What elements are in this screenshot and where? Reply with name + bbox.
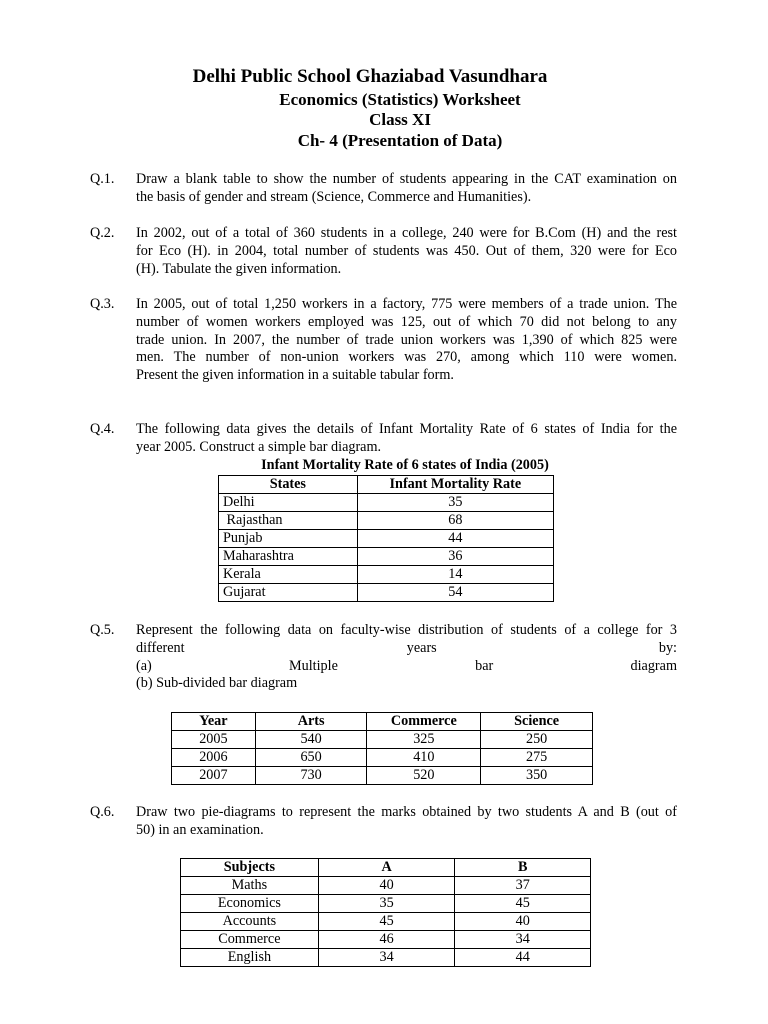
- table-cell: 46: [318, 931, 455, 949]
- question-line: Draw two pie-diagrams to represent the marks obtained by two students A and B (out of: [136, 804, 677, 820]
- table-cell: English: [181, 949, 319, 967]
- faculty-table: [171, 712, 593, 785]
- table-cell: Delhi: [219, 494, 358, 512]
- chapter-label: Ch- 4 (Presentation of Data): [297, 131, 503, 150]
- class-label: Class XI: [369, 110, 431, 129]
- table-cell: Accounts: [181, 913, 319, 931]
- table-cell: 14: [357, 566, 553, 584]
- table-cell: Commerce: [181, 931, 319, 949]
- table-header-row: [172, 713, 593, 731]
- question-number: Q.6.: [90, 804, 115, 820]
- table-cell: 520: [367, 767, 481, 785]
- table-cell: 410: [367, 749, 481, 767]
- question-line: In 2005, out of total 1,250 workers in a factory, 775 were members of a trade union. The: [136, 296, 677, 312]
- table-header-cell: States: [219, 476, 358, 494]
- table-cell: Economics: [181, 895, 319, 913]
- table-header-row: [181, 859, 591, 877]
- table-header-cell: Subjects: [181, 859, 319, 877]
- table-cell: 35: [318, 895, 455, 913]
- table-cell: 350: [481, 767, 593, 785]
- question-line: year 2005. Construct a simple bar diagram.: [136, 438, 382, 455]
- table-cell: 40: [318, 877, 455, 895]
- question-line: (a) Multiple bar diagram: [136, 657, 677, 674]
- question-line: 50) in an examination.: [136, 821, 264, 838]
- question-number: Q.5.: [90, 622, 115, 638]
- table-cell: 2007: [172, 767, 256, 785]
- question-number: Q.3.: [90, 296, 115, 312]
- table-cell: 250: [481, 731, 593, 749]
- marks-table: [180, 858, 591, 967]
- imr-table: [218, 475, 554, 602]
- table-cell: 45: [455, 895, 591, 913]
- table-row: [219, 566, 554, 584]
- table-cell: 44: [455, 949, 591, 967]
- table-row: [219, 512, 554, 530]
- question-line: trade union. In 2007, the number of trade union workers was 1,390 of which 825 were: [136, 331, 677, 348]
- question-line: Represent the following data on faculty-wise distribution of students of a college for 3: [136, 622, 677, 638]
- table-row: [181, 877, 591, 895]
- school-title: Delhi Public School Ghaziabad Vasundhara: [192, 66, 548, 87]
- question-line: The following data gives the details of Infant Mortality Rate of 6 states of India for the: [136, 421, 677, 437]
- question-text: [136, 225, 677, 278]
- table-row: [219, 530, 554, 548]
- question-text: [136, 804, 677, 840]
- table-row: [219, 548, 554, 566]
- table-row: [172, 767, 593, 785]
- question-text: [136, 421, 677, 457]
- table-cell: 34: [455, 931, 591, 949]
- table-cell: 45: [318, 913, 455, 931]
- question-number: Q.4.: [90, 421, 115, 437]
- table-cell: 730: [255, 767, 367, 785]
- table-header-cell: Commerce: [367, 713, 481, 731]
- table-cell: 54: [357, 584, 553, 602]
- table-header-cell: Year: [172, 713, 256, 731]
- table-row: [219, 584, 554, 602]
- table-row: [219, 494, 554, 512]
- question-text: [136, 171, 677, 207]
- question-line: for Eco (H). in 2004, total number of students was 450. Out of them, 320 were for Eco: [136, 242, 677, 259]
- imr-table-caption: Infant Mortality Rate of 6 states of India (2005): [261, 457, 549, 473]
- question-line: (H). Tabulate the given information.: [136, 260, 342, 277]
- table-cell: 35: [357, 494, 553, 512]
- table-row: [181, 931, 591, 949]
- table-cell: 650: [255, 749, 367, 767]
- table-header-cell: Infant Mortality Rate: [357, 476, 553, 494]
- table-cell: Maharashtra: [219, 548, 358, 566]
- table-cell: Rajasthan: [219, 512, 358, 530]
- question-line: the basis of gender and stream (Science, Commerce and Humanities).: [136, 188, 532, 205]
- question-text: [136, 296, 677, 385]
- table-cell: 68: [357, 512, 553, 530]
- worksheet-subject: Economics (Statistics) Worksheet: [279, 90, 521, 109]
- table-cell: 34: [318, 949, 455, 967]
- table-row: [181, 949, 591, 967]
- question-line: (b) Sub-divided bar diagram: [136, 675, 298, 692]
- table-cell: 275: [481, 749, 593, 767]
- question-line: Draw a blank table to show the number of students appearing in the CAT examination on: [136, 171, 677, 187]
- question-line: men. The number of non-union workers was 270, among which 110 were women.: [136, 349, 677, 366]
- table-cell: 44: [357, 530, 553, 548]
- table-cell: 2005: [172, 731, 256, 749]
- table-cell: Maths: [181, 877, 319, 895]
- table-row: [172, 749, 593, 767]
- table-cell: 325: [367, 731, 481, 749]
- question-line: Present the given information in a suitable tabular form.: [136, 367, 454, 384]
- table-row: [172, 731, 593, 749]
- table-cell: 40: [455, 913, 591, 931]
- table-cell: 37: [455, 877, 591, 895]
- question-line: In 2002, out of a total of 360 students in a college, 240 were for B.Com (H) and the rest: [136, 225, 677, 241]
- table-header-cell: Science: [481, 713, 593, 731]
- table-cell: 36: [357, 548, 553, 566]
- table-cell: 540: [255, 731, 367, 749]
- question-line: different years by:: [136, 639, 677, 656]
- question-number: Q.1.: [90, 171, 115, 187]
- table-cell: Kerala: [219, 566, 358, 584]
- table-row: [181, 913, 591, 931]
- question-line: number of women workers employed was 125, out of which 70 did not belong to any: [136, 313, 677, 330]
- table-header-row: [219, 476, 554, 494]
- table-header-cell: Arts: [255, 713, 367, 731]
- table-cell: Gujarat: [219, 584, 358, 602]
- question-number: Q.2.: [90, 225, 115, 241]
- table-header-cell: B: [455, 859, 591, 877]
- table-cell: 2006: [172, 749, 256, 767]
- table-header-cell: A: [318, 859, 455, 877]
- question-text: [136, 622, 677, 693]
- table-row: [181, 895, 591, 913]
- table-cell: Punjab: [219, 530, 358, 548]
